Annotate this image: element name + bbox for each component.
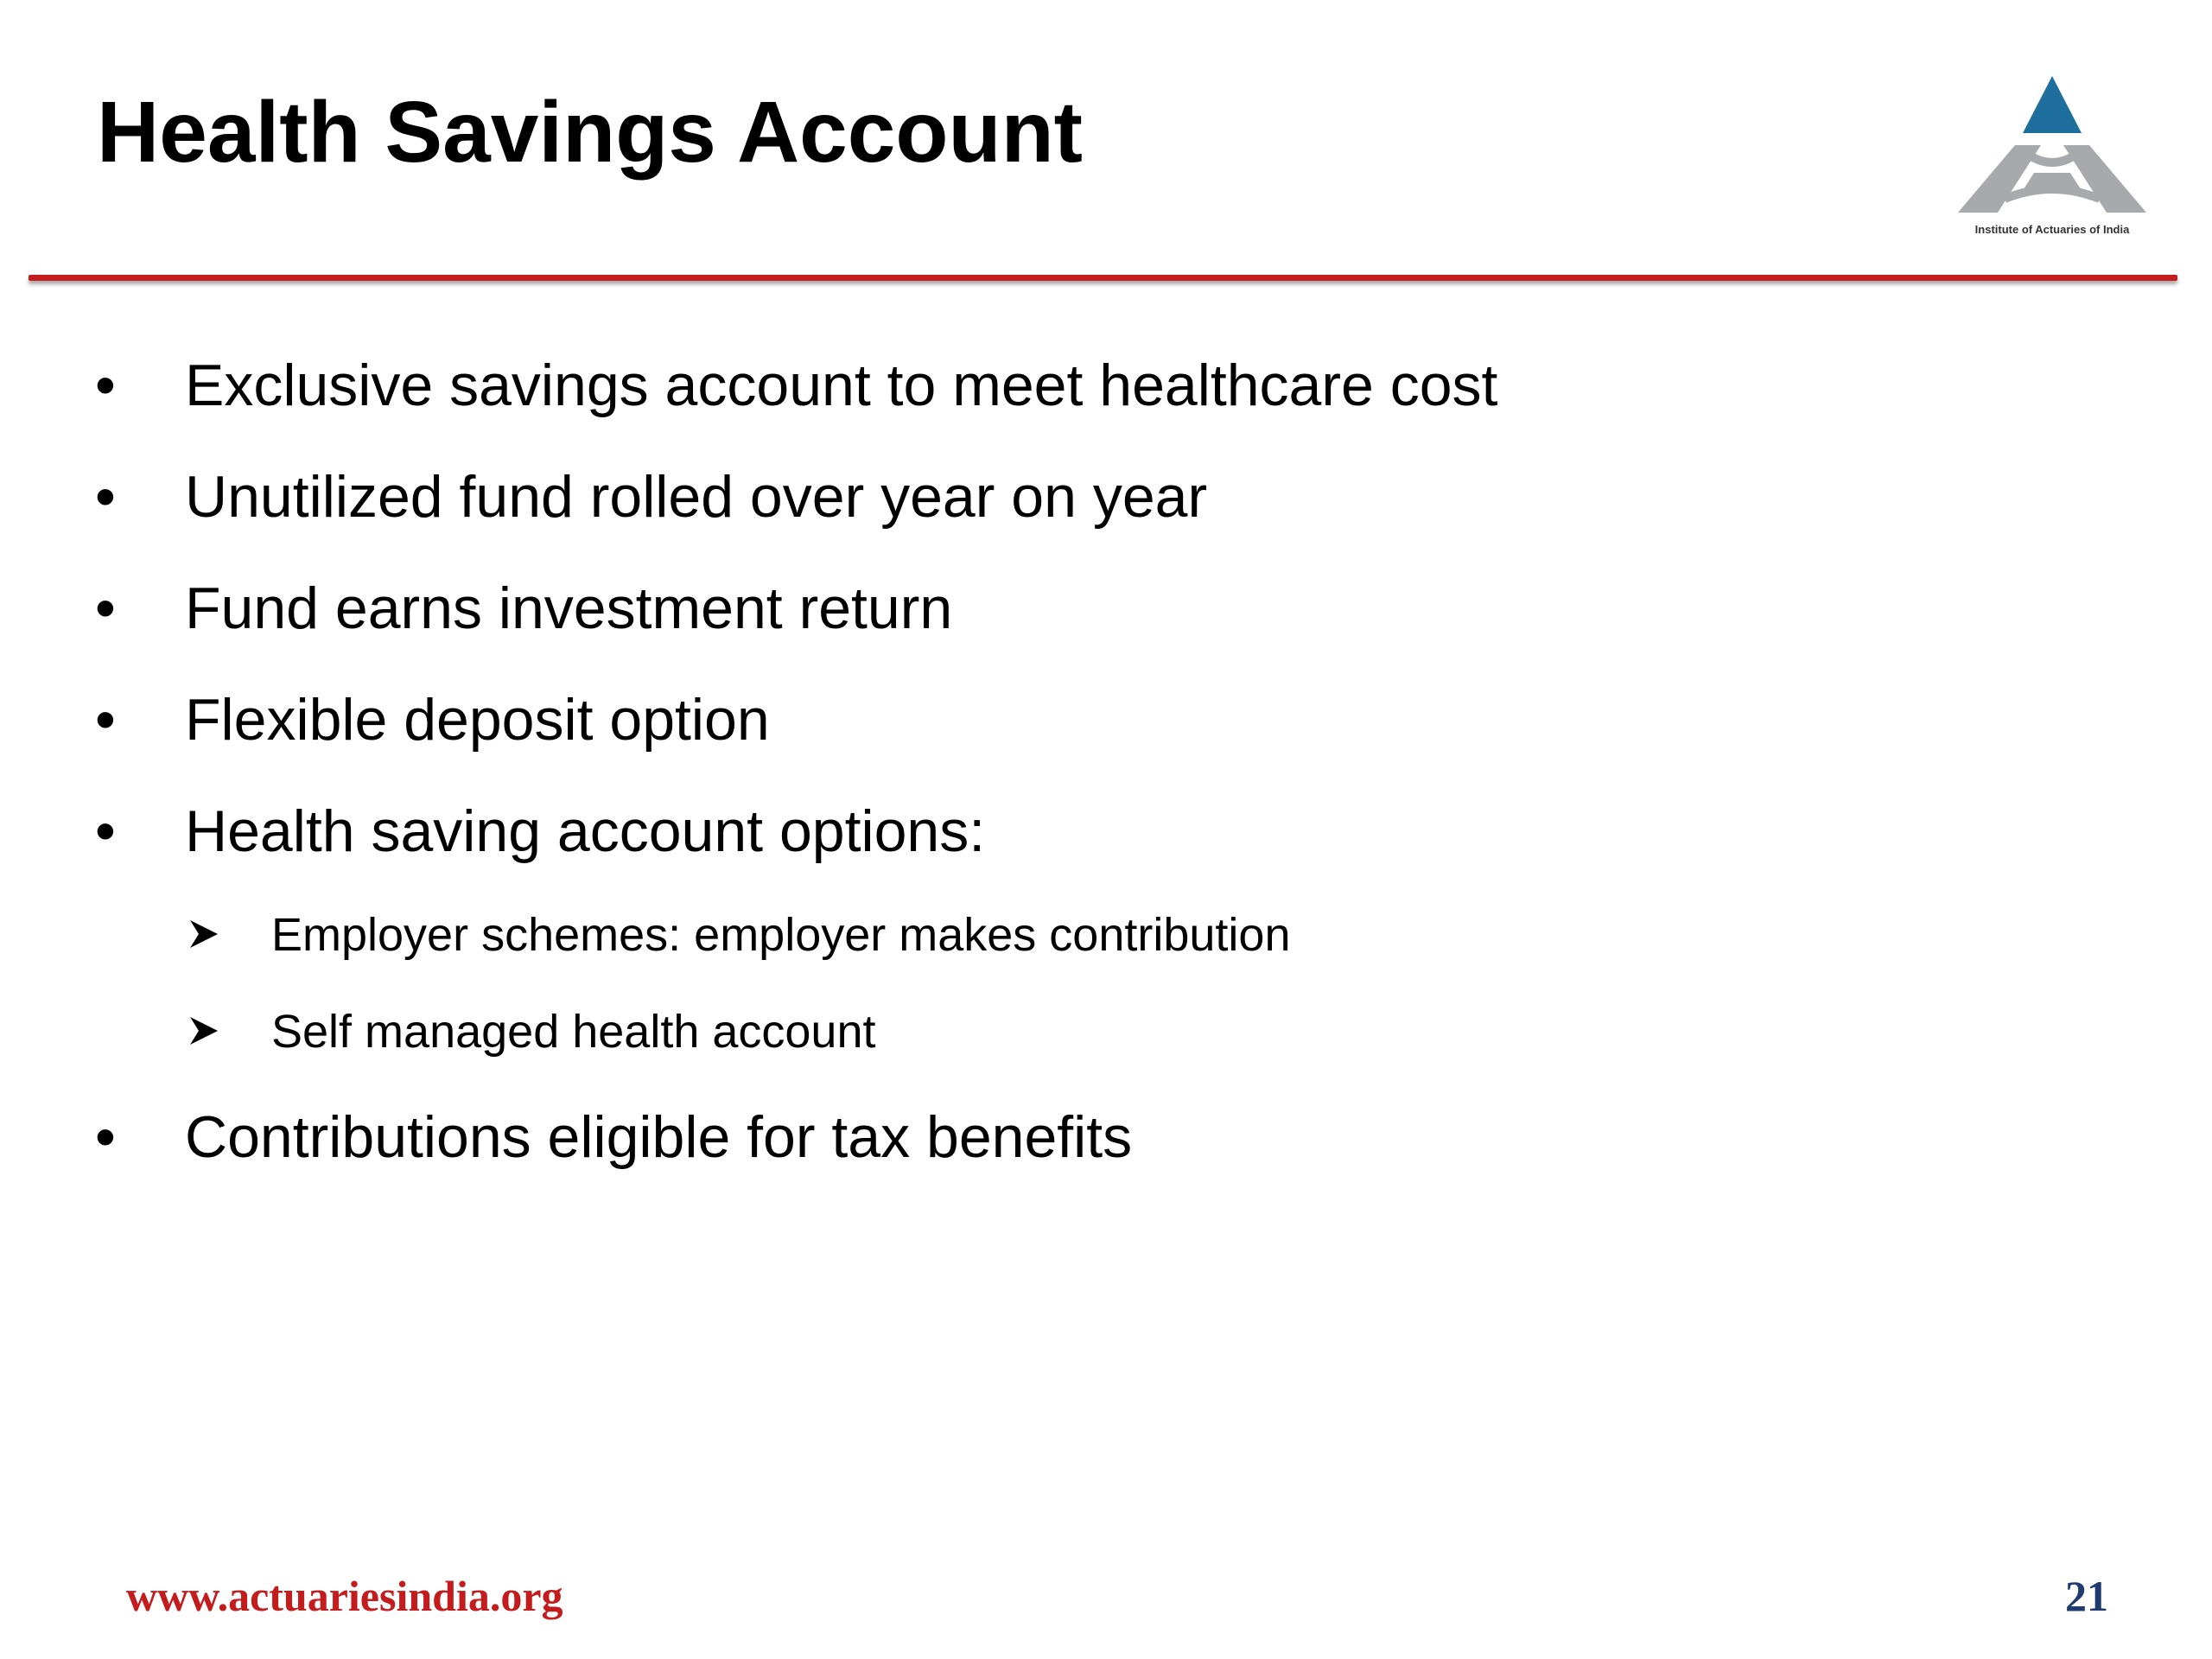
sub-bullet-text: Self managed health account: [271, 1006, 876, 1058]
bullet-marker: •: [95, 575, 116, 641]
sub-bullet-text: Employer schemes: employer makes contribution: [271, 909, 1291, 961]
bullet-marker: •: [95, 798, 116, 864]
logo-caption: Institute of Actuaries of India: [1974, 223, 2130, 236]
iai-logo: [1944, 69, 2160, 242]
bullet-marker: •: [95, 687, 116, 753]
title-divider: [29, 275, 2177, 281]
arrow-bullet-icon: [188, 1015, 219, 1046]
bullet-marker: •: [95, 1104, 116, 1170]
bullet-marker: •: [95, 353, 116, 418]
slide-title: Health Savings Account: [97, 84, 1083, 181]
bullet-text: Flexible deposit option: [185, 687, 770, 753]
iai-triangle-icon: [1944, 69, 2160, 221]
bullet-text: Exclusive savings account to meet healthcare cost: [185, 353, 1498, 418]
bullet-text: Contributions eligible for tax benefits: [185, 1104, 1133, 1170]
bullet-text: Fund earns investment return: [185, 575, 953, 641]
bullet-text: Unutilized fund rolled over year on year: [185, 464, 1208, 530]
page-number: 21: [2065, 1572, 2108, 1620]
arrow-bullet-icon: [188, 918, 219, 950]
footer-website-link[interactable]: www.actuariesindia.org: [126, 1572, 563, 1620]
bullet-marker: •: [95, 464, 116, 530]
bullet-text: Health saving account options:: [185, 798, 986, 864]
